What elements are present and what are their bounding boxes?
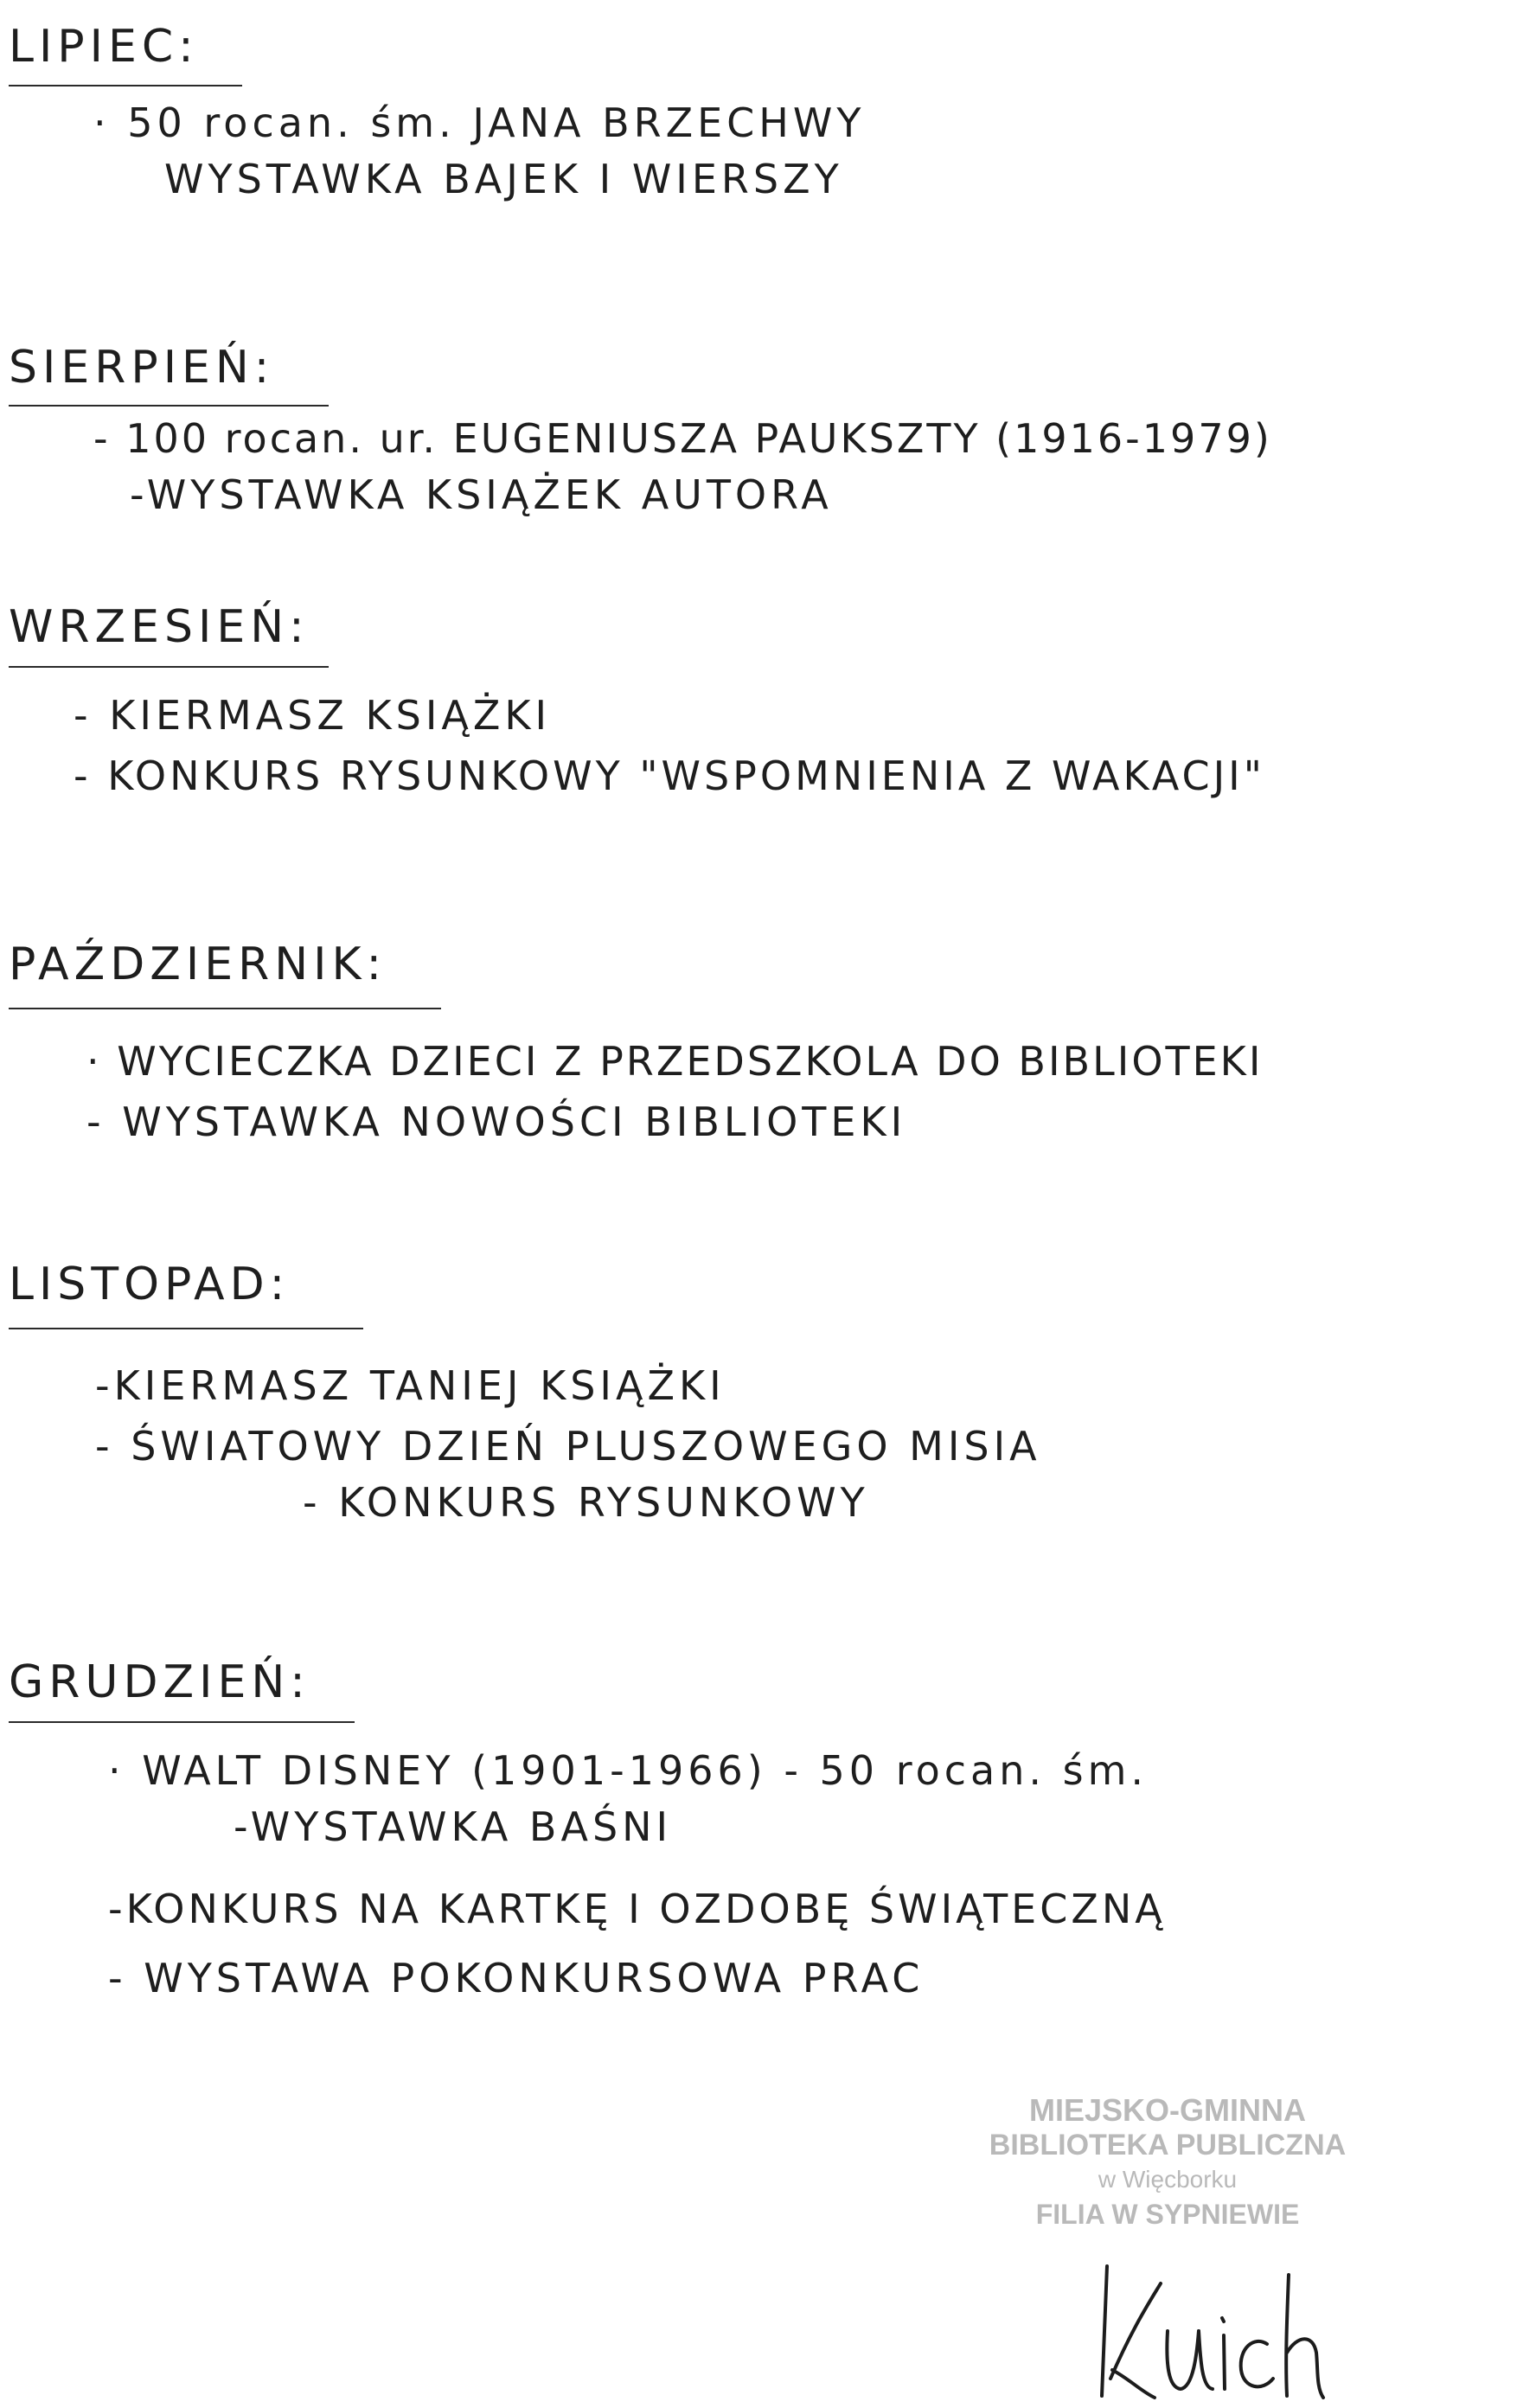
list-item: WYSTAWKA BAJEK I WIERSZY xyxy=(164,156,843,202)
heading-underline xyxy=(9,405,329,407)
heading-underline xyxy=(9,1008,441,1009)
handwritten-signature xyxy=(1081,2249,1358,2405)
heading-underline xyxy=(9,1721,355,1723)
list-item: · 50 rocan. śm. JANA BRZECHWY xyxy=(93,99,866,146)
list-item: - 100 rocan. ur. EUGENIUSZA PAUKSZTY (1916-1979) xyxy=(93,415,1272,462)
stamp-line: BIBLIOTEKA PUBLICZNA xyxy=(989,2129,1347,2161)
stamp-line: MIEJSKO-GMINNA xyxy=(1028,2092,1306,2128)
month-heading-pazdziernik: PAŹDZIERNIK: xyxy=(9,938,387,990)
list-item: -KONKURS NA KARTKĘ I OZDOBĘ ŚWIĄTECZNĄ xyxy=(108,1886,1166,1932)
stamp-line: FILIA W SYPNIEWIE xyxy=(1035,2199,1300,2230)
month-heading-sierpien: SIERPIEŃ: xyxy=(9,342,275,394)
list-item: -WYSTAWKA KSIĄŻEK AUTORA xyxy=(130,471,833,518)
month-heading-listopad: LISTOPAD: xyxy=(9,1258,291,1310)
stamp-line: w Więcborku xyxy=(1098,2166,1238,2193)
list-item: - WYSTAWA POKONKURSOWA PRAC xyxy=(108,1955,925,2001)
month-heading-lipiec: LIPIEC: xyxy=(9,21,199,73)
month-heading-wrzesien: WRZESIEŃ: xyxy=(9,601,310,653)
heading-underline xyxy=(9,1328,363,1329)
list-item: - KONKURS RYSUNKOWY xyxy=(303,1479,869,1526)
list-item: - KONKURS RYSUNKOWY "WSPOMNIENIA Z WAKACJI" xyxy=(74,752,1265,799)
heading-underline xyxy=(9,85,242,86)
list-item: - ŚWIATOWY DZIEŃ PLUSZOWEGO MISIA xyxy=(95,1423,1041,1470)
month-heading-grudzien: GRUDZIEŃ: xyxy=(9,1656,310,1708)
list-item: -WYSTAWKA BAŚNI xyxy=(234,1803,673,1850)
list-item: · WALT DISNEY (1901-1966) - 50 rocan. śm. xyxy=(108,1747,1149,1794)
library-stamp xyxy=(943,2093,1392,2232)
list-item: · WYCIECZKA DZIECI Z PRZEDSZKOLA DO BIBLIOTEKI xyxy=(86,1038,1264,1085)
list-item: - KIERMASZ KSIĄŻKI xyxy=(74,692,552,739)
list-item: -KIERMASZ TANIEJ KSIĄŻKI xyxy=(95,1362,726,1409)
heading-underline xyxy=(9,666,329,668)
list-item: - WYSTAWKA NOWOŚCI BIBLIOTEKI xyxy=(86,1098,907,1145)
